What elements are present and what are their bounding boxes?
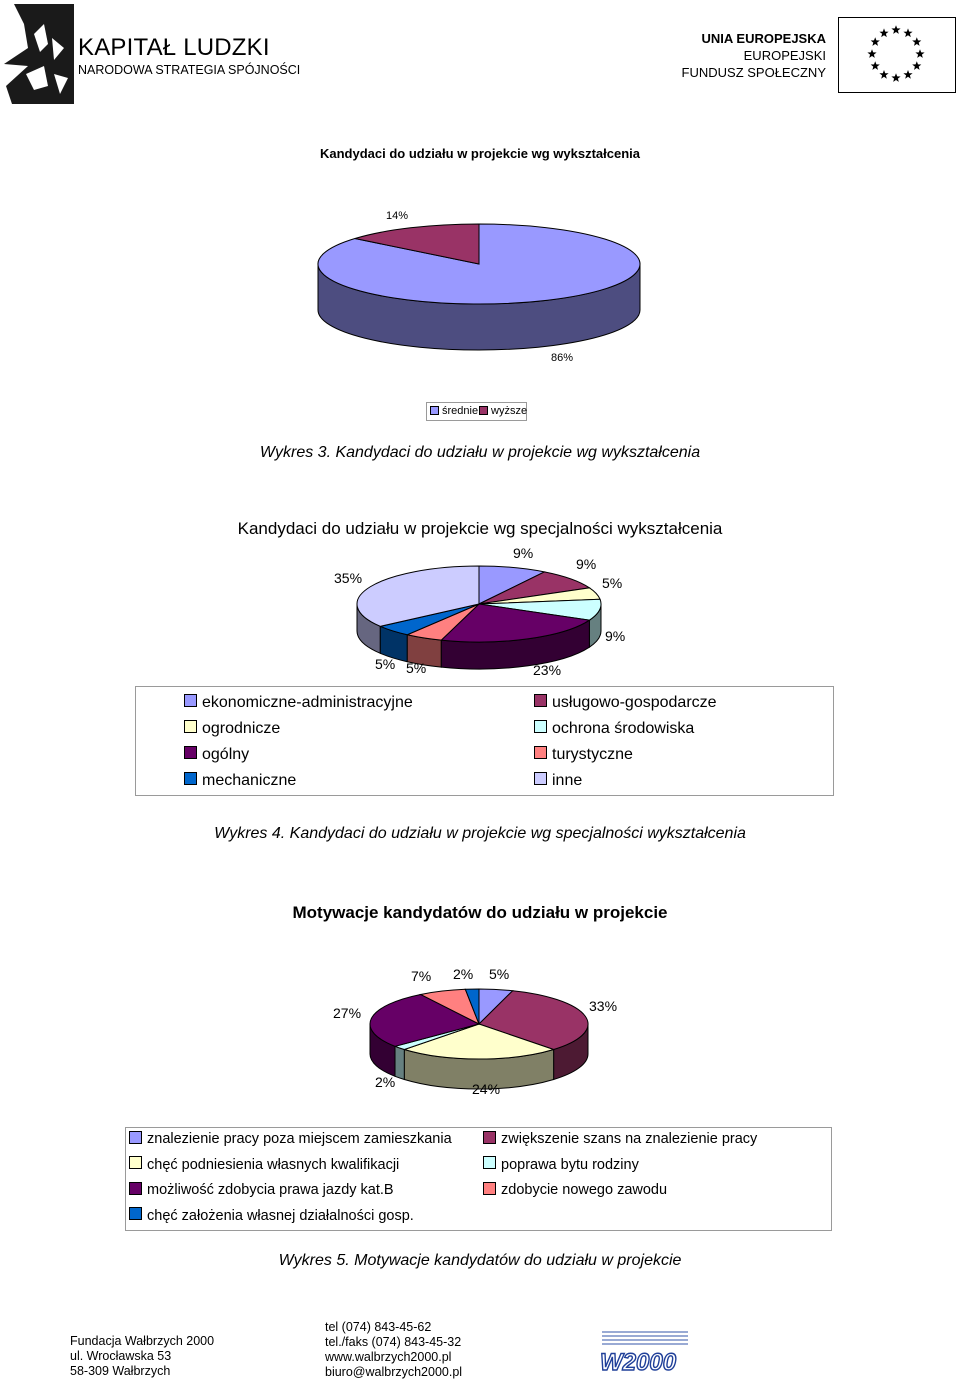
chart3-label-prawo-jazdy: 27% — [333, 1005, 362, 1021]
chart2-label-ekonomiczne: 9% — [513, 545, 534, 561]
chart2-label-ogrodnicze: 5% — [602, 575, 623, 591]
chart3-legend-swatch — [483, 1156, 496, 1169]
chart2-legend-swatch — [184, 772, 197, 785]
chart3-legend-swatch — [129, 1156, 142, 1169]
chart3-legend-swatch — [483, 1182, 496, 1195]
chart2-legend-swatch — [534, 772, 547, 785]
w2000-logo-icon — [596, 1326, 694, 1376]
chart3-legend-label: chęć założenia własnej działalności gosp. — [147, 1207, 414, 1224]
chart3-label-nowy-zawod: 7% — [411, 968, 432, 984]
chart3-legend-swatch — [129, 1131, 142, 1144]
chart2-legend-swatch — [184, 746, 197, 759]
chart2-label-uslugowo: 9% — [576, 556, 597, 572]
chart3-legend-label: znalezienie pracy poza miejscem zamieszkania — [147, 1131, 452, 1147]
chart3-label-zwiekszenie: 33% — [589, 998, 618, 1014]
chart3-legend-item — [483, 1157, 639, 1173]
chart2-legend-item — [184, 694, 413, 712]
chart3-legend-label: zdobycie nowego zawodu — [501, 1182, 668, 1198]
chart2-legend-swatch — [534, 746, 547, 759]
chart3-slice-side-poprawa-bytu-rodziny — [395, 1046, 404, 1079]
chart3-label-znalezienie: 5% — [489, 966, 510, 982]
chart2-legend-item — [184, 720, 280, 738]
chart2-legend-label: usługowo-gospodarcze — [552, 694, 717, 711]
chart3-legend — [125, 1127, 832, 1231]
footer-web: www.walbrzych2000.pl — [325, 1350, 452, 1364]
chart2-legend-swatch — [534, 694, 547, 707]
chart1-pie — [318, 224, 640, 350]
chart2-legend-label: mechaniczne — [202, 772, 297, 789]
chart2-legend-label: inne — [552, 772, 583, 789]
chart1-title: Kandydaci do udziału w projekcie wg wykształcenia — [319, 146, 641, 161]
chart1-label-srednie: 86% — [551, 352, 574, 364]
chart3-legend-item — [129, 1157, 399, 1173]
chart2-legend-label: ekonomiczne-administracyjne — [202, 694, 413, 711]
chart1-legend-swatch — [430, 406, 439, 415]
chart2-label-mechaniczne: 5% — [375, 656, 396, 672]
program-title: KAPITAŁ LUDZKI — [78, 34, 270, 61]
chart2-legend-label: turystyczne — [552, 746, 633, 763]
program-subtitle: NARODOWA STRATEGIA SPÓJNOŚCI — [78, 63, 301, 77]
chart1-legend-label: wyższe — [491, 405, 528, 417]
walbrzych2000-logo — [596, 1326, 694, 1376]
chart2-legend-label: ogrodnicze — [202, 720, 281, 737]
eu-line-2: EUROPEJSKI — [743, 48, 826, 63]
chart1-label-wyzsze: 14% — [386, 210, 409, 222]
chart1-legend — [426, 402, 527, 421]
chart2-label-ochrona: 9% — [605, 628, 626, 644]
chart2-label-turystyczne: 5% — [406, 660, 427, 676]
chart3-legend-item — [129, 1182, 394, 1198]
chart2-label-ogolny: 23% — [533, 662, 562, 678]
eu-line-3: FUNDUSZ SPOŁECZNY — [681, 65, 826, 80]
chart2-legend-label: ogólny — [202, 746, 250, 763]
chart1-legend-item-srednie — [430, 405, 478, 417]
chart2-pie — [357, 566, 601, 669]
chart3-title: Motywacje kandydatów do udziału w projekcie — [292, 903, 668, 922]
footer-phone: tel (074) 843-45-62 — [325, 1320, 432, 1334]
chart2-legend-swatch — [534, 720, 547, 733]
chart3-label-kwalifikacje: 24% — [472, 1081, 501, 1097]
chart3-legend-label: chęć podniesienia własnych kwalifikacji — [147, 1156, 400, 1173]
chart3-legend-item — [483, 1131, 757, 1147]
chart1-legend-swatch — [479, 406, 488, 415]
chart3-legend-item — [483, 1182, 667, 1198]
footer-email: biuro@walbrzych2000.pl — [325, 1365, 463, 1379]
chart3-legend-swatch — [483, 1131, 496, 1144]
footer-contact — [325, 1320, 462, 1380]
footer-city: 58-309 Wałbrzych — [70, 1364, 171, 1378]
footer-logo-text: W2000 — [600, 1349, 677, 1376]
footer-address — [70, 1334, 214, 1379]
chart3-legend-label: zwiększenie szans na znalezienie pracy — [501, 1131, 758, 1147]
chart2-title: Kandydaci do udziału w projekcie wg specjalności wykształcenia — [237, 519, 723, 538]
chart3-label-dzialalnosc: 2% — [453, 966, 474, 982]
chart3-pie — [370, 989, 588, 1089]
chart2-legend-label: ochrona środowiska — [552, 720, 695, 737]
chart2-legend-item — [534, 694, 717, 712]
chart2-legend-item — [184, 746, 249, 764]
chart1-caption: Wykres 3. Kandydaci do udziału w projekcie wg wykształcenia — [259, 444, 701, 461]
chart2-legend — [135, 686, 834, 796]
chart3-legend-swatch — [129, 1207, 142, 1220]
chart2-legend-swatch — [184, 720, 197, 733]
chart2-legend-swatch — [184, 694, 197, 707]
chart1-legend-label: średnie — [442, 405, 479, 417]
chart3-legend-item — [129, 1131, 452, 1147]
chart3-legend-swatch — [129, 1182, 142, 1195]
chart2-caption: Wykres 4. Kandydaci do udziału w projekcie wg specjalności wykształcenia — [214, 825, 746, 842]
chart2-legend-item — [184, 772, 296, 790]
eu-line-1: UNIA EUROPEJSKA — [701, 31, 826, 46]
chart2-label-inne: 35% — [334, 570, 363, 586]
footer-street: ul. Wrocławska 53 — [70, 1349, 172, 1363]
chart3-legend-label: poprawa bytu rodziny — [501, 1156, 639, 1173]
chart1-legend-item-wyzsze — [479, 405, 527, 417]
chart3-label-poprawa: 2% — [375, 1074, 396, 1090]
chart2-legend-item — [534, 720, 694, 738]
chart2-legend-item — [534, 772, 582, 790]
footer-fax: tel./faks (074) 843-45-32 — [325, 1335, 462, 1349]
chart3-legend-label: możliwość zdobycia prawa jazdy kat.B — [147, 1182, 394, 1198]
chart3-caption: Wykres 5. Motywacje kandydatów do udziału w projekcie — [278, 1252, 682, 1269]
footer-org-name: Fundacja Wałbrzych 2000 — [70, 1334, 215, 1348]
chart2-legend-item — [534, 746, 633, 764]
chart3-legend-item — [129, 1208, 414, 1224]
